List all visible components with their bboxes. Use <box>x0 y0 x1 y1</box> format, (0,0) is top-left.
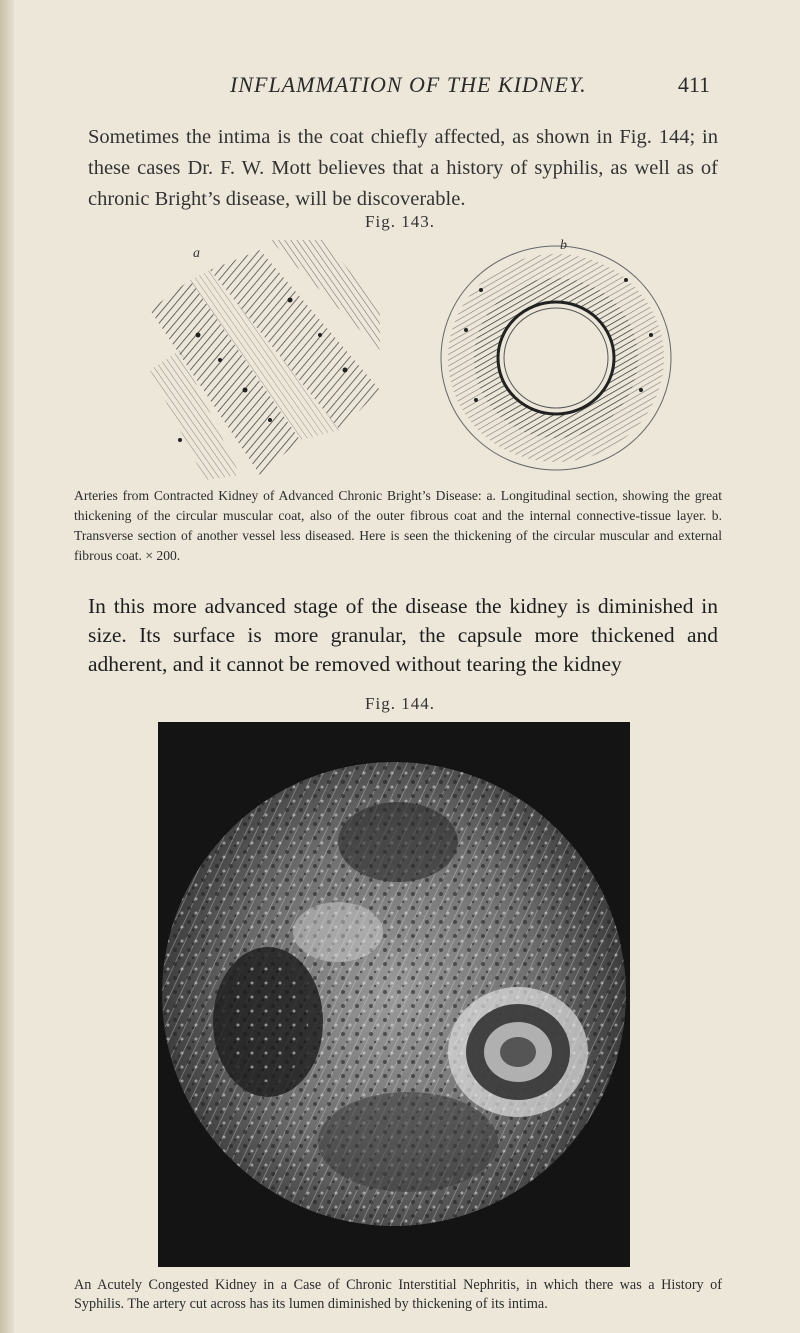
paragraph-advanced-stage: In this more advanced stage of the disease the kidney is diminished in size. Its surface is more granular, the capsule more thickened and adherent, and it cannot be removed without tearing the kidney <box>88 594 718 676</box>
figure-143-label: Fig. 143. <box>365 212 435 231</box>
figure-143a-letter: a <box>193 246 200 261</box>
figure-143b-letter: b <box>560 238 567 253</box>
figure-143a-longitudinal-section <box>150 240 380 480</box>
figure-144-micrograph <box>158 722 630 1267</box>
figure-144-caption: An Acutely Congested Kidney in a Case of Chronic Interstitial Nephritis, in which there was a History of Syphilis. The artery cut across has its lumen diminished by thickening of its intima. <box>74 1277 722 1312</box>
figure-144-label: Fig. 144. <box>365 694 435 713</box>
running-title: INFLAMMATION OF THE KIDNEY. <box>230 72 587 97</box>
page-number: 411 <box>677 72 710 97</box>
page-header <box>150 72 710 106</box>
book-spine-edge <box>0 0 14 1333</box>
paragraph-intima: Sometimes the intima is the coat chiefly affected, as shown in Fig. 144; in these cases Dr. F. W. Mott believes that a history of syphilis, as well as of chronic Bright’s disease, will be discoverable. <box>88 126 718 210</box>
figure-143b-transverse-section <box>436 240 676 480</box>
figure-143-caption: Arteries from Contracted Kidney of Advanced Chronic Bright’s Disease: a. Longitudinal section, showing the great thickening of the circular muscular coat, also of the outer fibrous coat and the internal connective-tissue layer. b. Transverse section of another vessel less diseased. Here is seen the thickening of the circular muscular and external fibrous coat. × 200. <box>74 488 722 563</box>
